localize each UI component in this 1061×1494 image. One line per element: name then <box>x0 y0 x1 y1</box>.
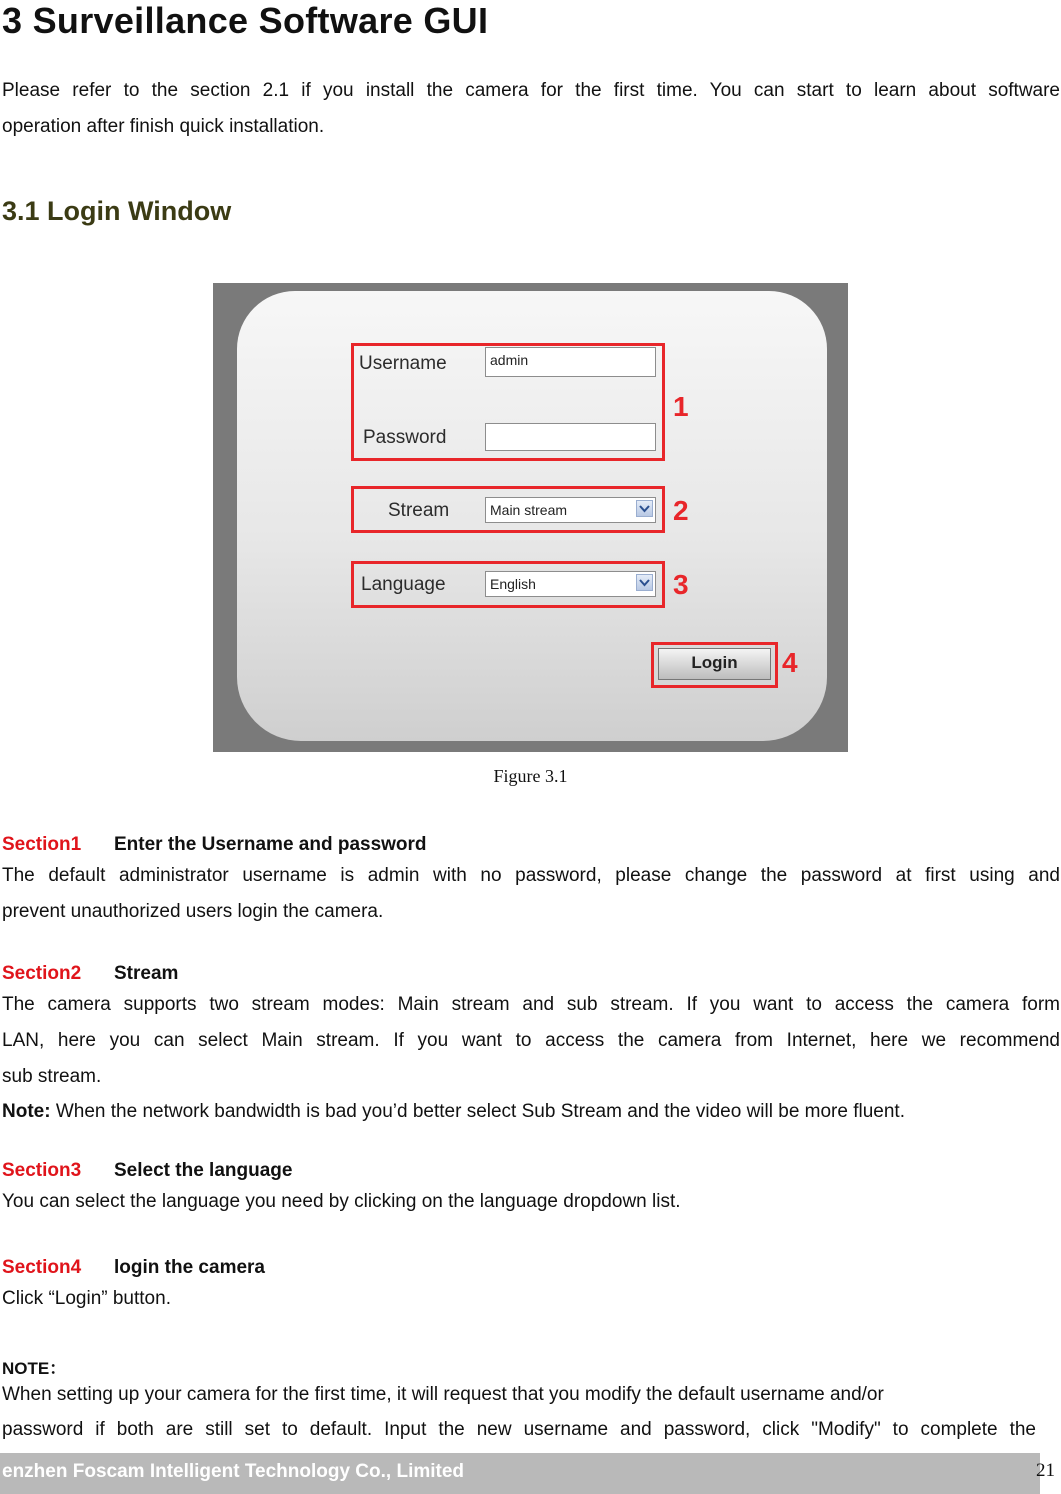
section2-note-label: Note: <box>2 1101 51 1122</box>
language-select-value: English <box>490 576 536 592</box>
intro-line-1: Please refer to the section 2.1 if you install the camera for the first time. You can start to learn about software <box>2 80 1060 101</box>
section2-line-3: sub stream. <box>2 1066 102 1087</box>
footer-bar <box>0 1453 1040 1494</box>
password-label: Password <box>363 427 447 448</box>
chevron-down-icon[interactable] <box>636 574 653 591</box>
section2-title: Stream <box>114 963 179 984</box>
language-select[interactable] <box>485 571 656 597</box>
section4-title: login the camera <box>114 1257 265 1278</box>
section1-heading <box>2 834 427 856</box>
stream-select-value: Main stream <box>490 502 568 518</box>
chevron-down-icon[interactable] <box>636 500 653 517</box>
page-number: 21 <box>1036 1460 1055 1481</box>
callout-number-3: 3 <box>673 569 689 600</box>
username-input[interactable]: admin <box>485 347 656 377</box>
section1-label: Section1 <box>2 834 82 855</box>
note-line-2: password if both are still set to default. Input the new username and password, click "Modify" to complete the <box>2 1419 1036 1440</box>
stream-label: Stream <box>388 500 450 521</box>
figure-caption: Figure 3.1 <box>493 766 568 786</box>
callout-number-2: 2 <box>673 495 689 526</box>
stream-select[interactable] <box>485 497 656 523</box>
callout-number-4: 4 <box>782 647 798 678</box>
section1-line-2: prevent unauthorized users login the camera. <box>2 901 384 922</box>
login-button[interactable]: Login <box>658 648 771 680</box>
section4-line-1: Click “Login” button. <box>2 1288 171 1309</box>
section4-label: Section4 <box>2 1257 82 1278</box>
section1-line-1: The default administrator username is admin with no password, please change the password at first using and <box>2 865 1060 886</box>
section2-note-text: When the network bandwidth is bad you’d better select Sub Stream and the video will be more fluent. <box>55 1101 905 1122</box>
note-title: NOTE： <box>2 1359 67 1378</box>
footer-company: enzhen Foscam Intelligent Technology Co., Limited <box>2 1461 465 1482</box>
section2-note <box>2 1094 1060 1130</box>
section3-line-1: You can select the language you need by clicking on the language dropdown list. <box>2 1191 681 1212</box>
language-label: Language <box>361 574 446 595</box>
section3-label: Section3 <box>2 1160 82 1181</box>
section1-title: Enter the Username and password <box>114 834 427 855</box>
password-input[interactable] <box>485 423 656 451</box>
username-label: Username <box>359 353 447 374</box>
section2-line-1: The camera supports two stream modes: Main stream and sub stream. If you want to access the camera form <box>2 994 1060 1015</box>
section2-heading <box>2 963 178 985</box>
section-heading: 3.1 Login Window <box>2 196 232 226</box>
page-heading: 3 Surveillance Software GUI <box>2 0 489 41</box>
section3-heading <box>2 1160 292 1182</box>
intro-line-2: operation after finish quick installation. <box>2 116 325 137</box>
section2-label: Section2 <box>2 963 82 984</box>
login-window-figure <box>213 283 848 752</box>
section3-title: Select the language <box>114 1160 293 1181</box>
callout-number-1: 1 <box>673 391 689 422</box>
section2-line-2: LAN, here you can select Main stream. If you want to access the camera from Internet, here we recommend <box>2 1030 1060 1051</box>
note-line-1: When setting up your camera for the first time, it will request that you modify the default username and/or <box>2 1384 884 1405</box>
section4-heading <box>2 1257 265 1279</box>
